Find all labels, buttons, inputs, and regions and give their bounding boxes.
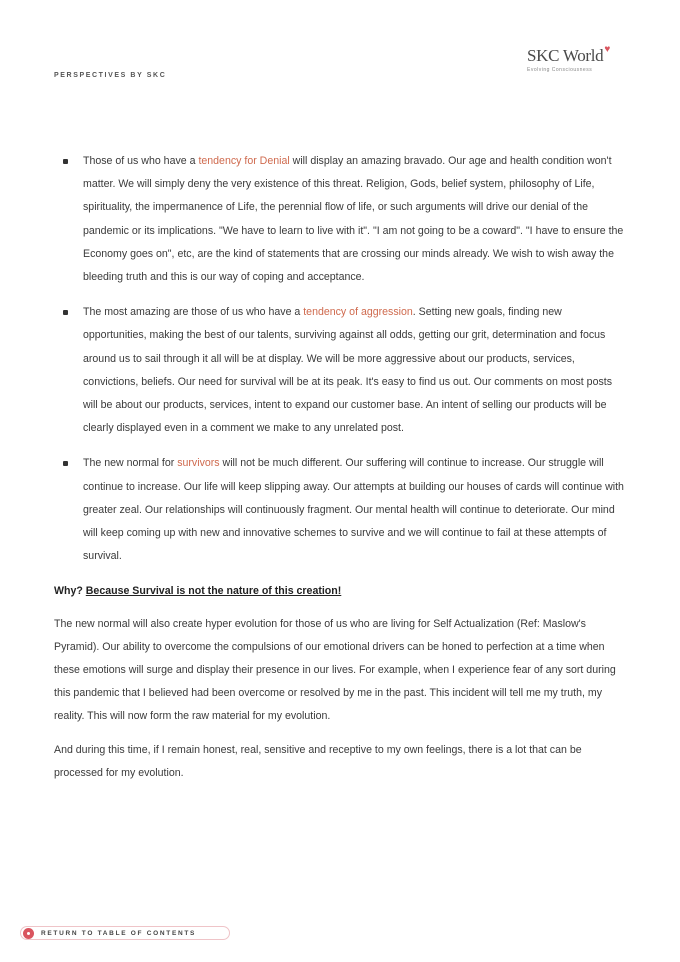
skc-world-logo (527, 46, 627, 80)
heart-icon: ♥ (604, 44, 611, 55)
section-heading-underlined: Because Survival is not the nature of this creation! (85, 585, 342, 598)
return-label: RETURN TO TABLE OF CONTENTS (41, 929, 197, 937)
bullet-icon (63, 310, 68, 315)
section-heading: Why? Because Survival is not the nature of this creation! (54, 585, 342, 598)
bullet-item-denial: Those of us who have a tendency for Denial will display an amazing bravado. Our age and health condition won't matter. We will simply deny the very existence of this threat. Religion, Gods, belief system, philosophy of Life, spirituality, the impermanence of Life, the perennial flow of life, or such arguments will drive our denial of the pandemic or its implications. "We have to learn to live with it". "I am not going to be a coward". "I have to ensure the Economy goes on", etc, are the kind of statements that are crossing our minds already. We wish to wish away the bleeding truth and this is our way of coping and acceptance. (54, 150, 626, 289)
bullet-item-survivors: The new normal for survivors will not be much different. Our suffering will continue to increase. Our struggle will continue to increase. Our life will keep slipping away. Our attempts at building our houses of cards will continue with greater zeal. Our relationships will continuously fragment. Our mental health will continue to deteriorate. Our mind will keep coming up with new and innovative schemes to survive and we will continue to fail at these attempts of survival. (54, 452, 626, 568)
highlight-denial: tendency for Denial (198, 155, 290, 167)
logo-subtitle: Evolving Consciousness (527, 67, 593, 73)
paragraph: The new normal will also create hyper evolution for those of us who are living for Self Actualization (Ref: Maslow's Pyramid). Our ability to overcome the compulsions of our emotional drivers can be honed to perfection at a time when these emotions will surge and display their presence in our lives. For example, when I experience fear of any sort during this pandemic that I believed had been overcome or resolved by me in the past. This incident will tell me my truth, my reality. This will now form the raw material for my evolution. (54, 617, 616, 723)
highlight-survivors: survivors (177, 457, 220, 470)
circle-icon (23, 928, 34, 939)
paragraph: And during this time, if I remain honest, real, sensitive and receptive to my own feelings, there is a lot that can be processed for my evolution. (54, 743, 582, 779)
bullet-list (54, 150, 626, 568)
highlight-aggression: tendency of aggression (303, 306, 413, 319)
article-body (54, 150, 626, 795)
bullet-icon (63, 461, 68, 466)
bullet-icon (63, 159, 68, 164)
return-to-toc-button[interactable] (20, 926, 230, 940)
logo-name: SKC World (527, 46, 604, 65)
section-label: PERSPECTIVES BY SKC (54, 72, 167, 79)
bullet-item-aggression: The most amazing are those of us who have a tendency of aggression. Setting new goals, finding new opportunities, making the best of our talents, surviving against all odds, getting our grit, determination and focus around us to sail through it all will be at display. We will be more aggressive about our products, services, convictions, beliefs. Our need for survival will be at its peak. It's easy to find us out. Our comments on most posts will be about our products, services, intent to expand our customer base. An intent of selling our products will be clearly displayed even in a comment we make to any unrelated post. (54, 301, 626, 440)
